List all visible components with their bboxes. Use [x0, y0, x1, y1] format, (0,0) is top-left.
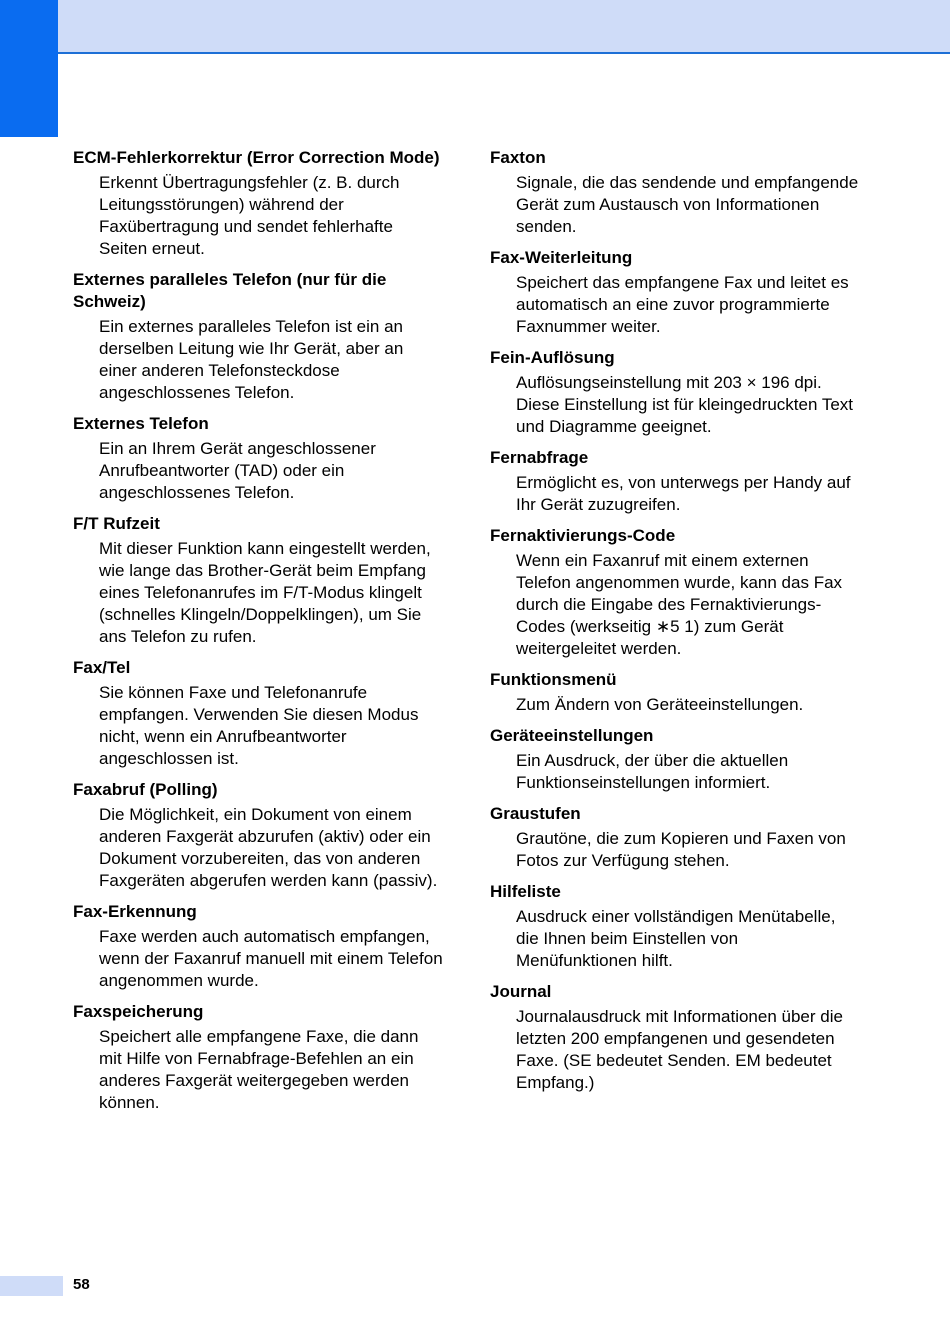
glossary-entry [490, 447, 860, 516]
glossary-term: Fernaktivierungs-Code [490, 526, 676, 545]
glossary-entry [73, 269, 443, 404]
glossary-definition: Die Möglichkeit, ein Dokument von einem anderen Faxgerät abzurufen (aktiv) oder ein Dokument vorzubereiten, das von anderen Faxgeräten abgerufen werden kann (passiv). [99, 805, 438, 890]
glossary-definition: Ein an Ihrem Gerät angeschlossener Anrufbeantworter (TAD) oder ein angeschlossenes Telefon. [99, 439, 376, 502]
glossary-entry [490, 803, 860, 872]
glossary-entry [490, 147, 860, 238]
glossary-definition: Signale, die das sendende und empfangende Gerät zum Austausch von Informationen senden. [516, 173, 859, 236]
glossary-term: Fein-Auflösung [490, 348, 615, 367]
glossary-term: Fax-Weiterleitung [490, 248, 633, 267]
glossary-definition: Sie können Faxe und Telefonanrufe empfangen. Verwenden Sie diesen Modus nicht, wenn ein Anrufbeantworter angeschlossen ist. [99, 683, 419, 768]
glossary-term: Externes Telefon [73, 414, 209, 433]
glossary-definition: Ein externes paralleles Telefon ist ein an derselben Leitung wie Ihr Gerät, aber an einer anderen Telefonsteckdose angeschlossenes Telefon. [99, 317, 404, 402]
glossary-definition: Speichert alle empfangene Faxe, die dann mit Hilfe von Fernabfrage-Befehlen an ein anderes Faxgerät weitergegeben werden können. [99, 1027, 419, 1112]
glossary-definition: Ermöglicht es, von unterwegs per Handy auf Ihr Gerät zuzugreifen. [516, 473, 851, 514]
glossary-term: Funktionsmenü [490, 670, 617, 689]
glossary-term: Graustufen [490, 804, 581, 823]
glossary-definition: Journalausdruck mit Informationen über die letzten 200 empfangenen und gesendeten Faxe. (SE bedeutet Senden. EM bedeutet Empfang.) [516, 1007, 843, 1092]
glossary-term: ECM-Fehlerkorrektur (Error Correction Mode) [73, 148, 440, 167]
glossary-definition: Ausdruck einer vollständigen Menütabelle, die Ihnen beim Einstellen von Menüfunktionen hilft. [516, 907, 836, 970]
glossary-right-column [490, 147, 860, 1103]
glossary-definition: Wenn ein Faxanruf mit einem externen Telefon angenommen wurde, kann das Fax durch die Eingabe des Fernaktivierungs-Codes (werkseitig ∗5 1) zum Gerät weitergeleitet werden. [516, 551, 843, 658]
glossary-entry [73, 901, 443, 992]
page-number: 58 [73, 1276, 90, 1293]
glossary-entry [73, 413, 443, 504]
glossary-term: Faxton [490, 148, 546, 167]
glossary-definition: Zum Ändern von Geräteeinstellungen. [516, 695, 804, 714]
glossary-definition: Erkennt Übertragungsfehler (z. B. durch Leitungsstörungen) während der Faxübertragung und sendet fehlerhafte Seiten erneut. [99, 173, 400, 258]
footer-band [0, 1276, 63, 1296]
glossary-term: Hilfeliste [490, 882, 561, 901]
glossary-definition: Speichert das empfangene Fax und leitet es automatisch an eine zuvor programmierte Faxnummer weiter. [516, 273, 849, 336]
glossary-term: Fernabfrage [490, 448, 589, 467]
glossary-entry [490, 725, 860, 794]
glossary-entry [490, 525, 860, 660]
glossary-term: Externes paralleles Telefon (nur für die Schweiz) [73, 270, 387, 311]
glossary-entry [490, 347, 860, 438]
glossary-entry [490, 247, 860, 338]
glossary-entry [73, 779, 443, 892]
glossary-term: Fax-Erkennung [73, 902, 197, 921]
glossary-term: Geräteeinstellungen [490, 726, 654, 745]
glossary-term: Journal [490, 982, 552, 1001]
glossary-entry [73, 1001, 443, 1114]
glossary-term: Faxspeicherung [73, 1002, 204, 1021]
glossary-left-column [73, 147, 443, 1123]
header-band [0, 0, 950, 54]
glossary-term: F/T Rufzeit [73, 514, 160, 533]
glossary-definition: Grautöne, die zum Kopieren und Faxen von Fotos zur Verfügung stehen. [516, 829, 846, 870]
glossary-entry [73, 657, 443, 770]
glossary-definition: Ein Ausdruck, der über die aktuellen Funktionseinstellungen informiert. [516, 751, 789, 792]
glossary-entry [490, 981, 860, 1094]
glossary-definition: Faxe werden auch automatisch empfangen, wenn der Faxanruf manuell mit einem Telefon angenommen wurde. [99, 927, 443, 990]
glossary-definition: Mit dieser Funktion kann eingestellt werden, wie lange das Brother-Gerät beim Empfang eines Telefonanrufes im F/T-Modus klingelt (schnelles Klingeln/Doppelklingen), um Sie ans Telefon zu rufen. [99, 539, 431, 646]
glossary-entry [73, 147, 443, 260]
glossary-entry [490, 669, 860, 716]
glossary-term: Faxabruf (Polling) [73, 780, 218, 799]
glossary-entry [73, 513, 443, 648]
glossary-definition: Auflösungseinstellung mit 203 × 196 dpi. Diese Einstellung ist für kleingedruckten Text und Diagramme geeignet. [516, 373, 854, 436]
chapter-tab [0, 0, 58, 137]
glossary-entry [490, 881, 860, 972]
glossary-term: Fax/Tel [73, 658, 131, 677]
